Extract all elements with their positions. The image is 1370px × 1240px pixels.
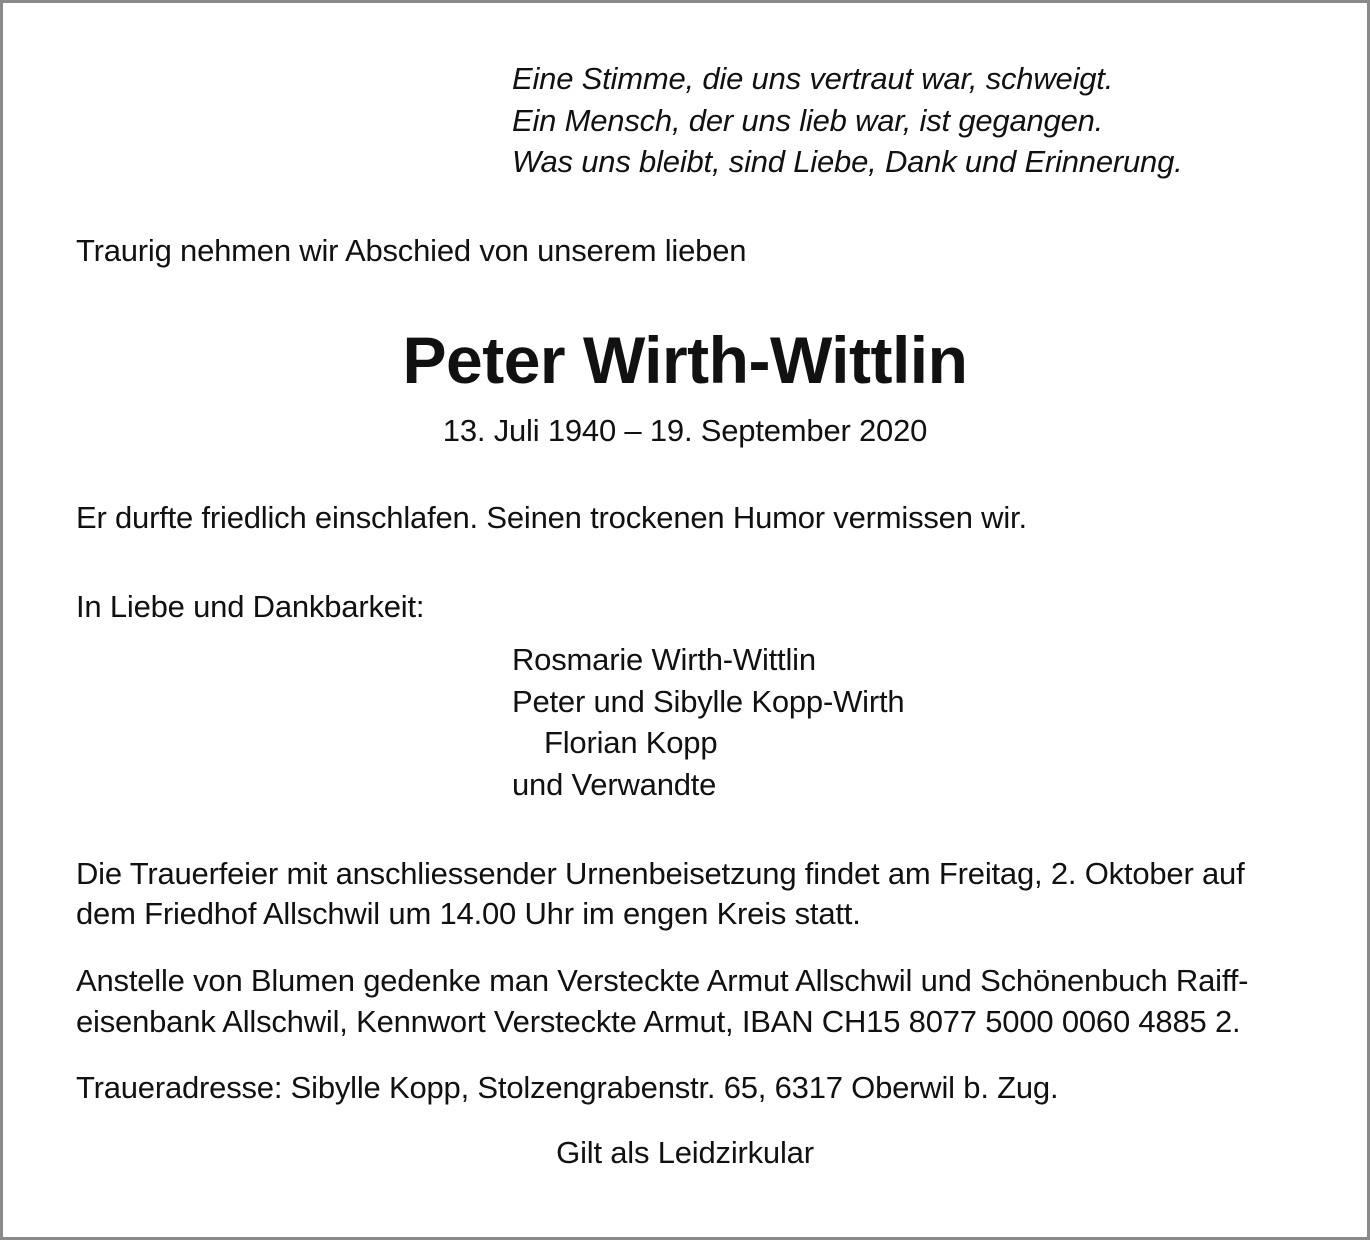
verse-line-2: Ein Mensch, der uns lieb war, ist gegangen. — [512, 103, 1104, 138]
mourner-name: Peter und Sibylle Kopp-Wirth — [512, 684, 905, 719]
verse-line-1: Eine Stimme, die uns vertraut war, schweigt. — [512, 61, 1114, 96]
remembrance-text: Er durfte friedlich einschlafen. Seinen trockenen Humor vermissen wir. — [76, 500, 1027, 535]
footer-note: Gilt als Leidzirkular — [556, 1135, 814, 1170]
mourner-name: Florian Kopp — [544, 725, 718, 760]
life-dates: 13. Juli 1940 – 19. September 2020 — [442, 413, 928, 448]
ceremony-text-line-1: Die Trauerfeier mit anschliessender Urnenbeisetzung findet am Freitag, 2. Oktober auf — [76, 856, 1245, 891]
mourning-address: Traueradresse: Sibylle Kopp, Stolzengrabenstr. 65, 6317 Oberwil b. Zug. — [76, 1070, 1059, 1105]
donation-text-line-2: eisenbank Allschwil, Kennwort Versteckte Armut, IBAN CH15 8077 5000 0060 4885 2. — [76, 1004, 1241, 1039]
donation-text-line-1: Anstelle von Blumen gedenke man Versteckte Armut Allschwil und Schönenbuch Raiff- — [76, 963, 1249, 998]
mourners-heading: In Liebe und Dankbarkeit: — [76, 589, 425, 624]
mourner-name: und Verwandte — [512, 767, 717, 802]
mourner-name: Rosmarie Wirth-Wittlin — [512, 642, 816, 677]
verse-line-3: Was uns bleibt, sind Liebe, Dank und Erinnerung. — [512, 144, 1183, 179]
deceased-name: Peter Wirth-Wittlin — [402, 323, 968, 397]
intro-text: Traurig nehmen wir Abschied von unserem lieben — [76, 233, 747, 268]
ceremony-text-line-2: dem Friedhof Allschwil um 14.00 Uhr im engen Kreis statt. — [76, 896, 861, 931]
